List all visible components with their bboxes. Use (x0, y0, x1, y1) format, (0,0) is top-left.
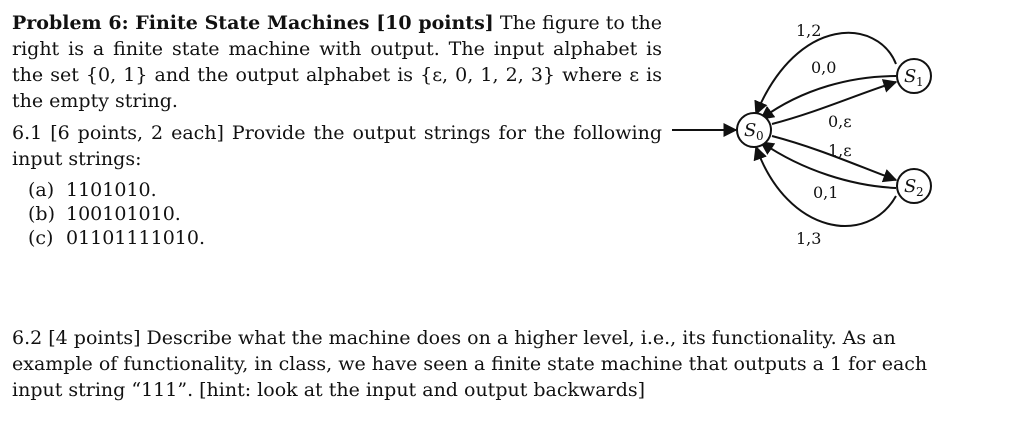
question-6-2: 6.2 [4 points] Describe what the machine does on a higher level, i.e., its functionality. As an example of functionality, in class, we have seen a finite state machine that outputs a 1 for each input string “111”. [hint: look at the input and output backwards] (12, 327, 928, 401)
option-value: 100101010. (66, 203, 181, 225)
edge-label-1-2: 1,2 (796, 21, 822, 40)
edge-label-0-eps: 0,ε (828, 112, 852, 131)
list-item (28, 178, 662, 202)
problem-intro-text: The figure to the right is a finite state machine with output. The input alphabet is the set {0, 1} and the output alphabet is {ε, 0, 1, 2, 3} where ε is the empty string. (12, 12, 663, 112)
state-s2-label: S (904, 176, 917, 197)
state-s2-sub: 2 (916, 185, 924, 199)
fsm-diagram (668, 16, 968, 256)
problem-intro (12, 10, 662, 114)
option-value: 1101010. (66, 179, 157, 201)
state-s1-label: S (904, 66, 917, 87)
state-s0 (737, 113, 771, 147)
problem-heading: Problem 6: Finite State Machines [10 points] (12, 12, 494, 34)
state-s1-sub: 1 (916, 75, 924, 89)
edge-label-1-eps: 1,ε (828, 141, 852, 160)
edge-label-0-1: 0,1 (813, 183, 839, 202)
option-label: (b) (28, 203, 55, 225)
problem-text-column (12, 10, 662, 250)
list-item (28, 226, 662, 250)
state-s2 (897, 169, 931, 203)
input-strings-list (28, 178, 662, 250)
state-s1 (897, 59, 931, 93)
list-item (28, 202, 662, 226)
question-6-1: 6.1 [6 points, 2 each] Provide the output strings for the following input strings: (12, 122, 662, 170)
option-label: (a) (28, 179, 55, 201)
option-label: (c) (28, 227, 54, 249)
option-value: 01101111010. (66, 227, 206, 249)
edge-label-1-3: 1,3 (796, 229, 822, 248)
state-s0-sub: 0 (756, 129, 764, 143)
state-s0-label: S (744, 120, 757, 141)
edge-label-0-0: 0,0 (811, 58, 837, 77)
